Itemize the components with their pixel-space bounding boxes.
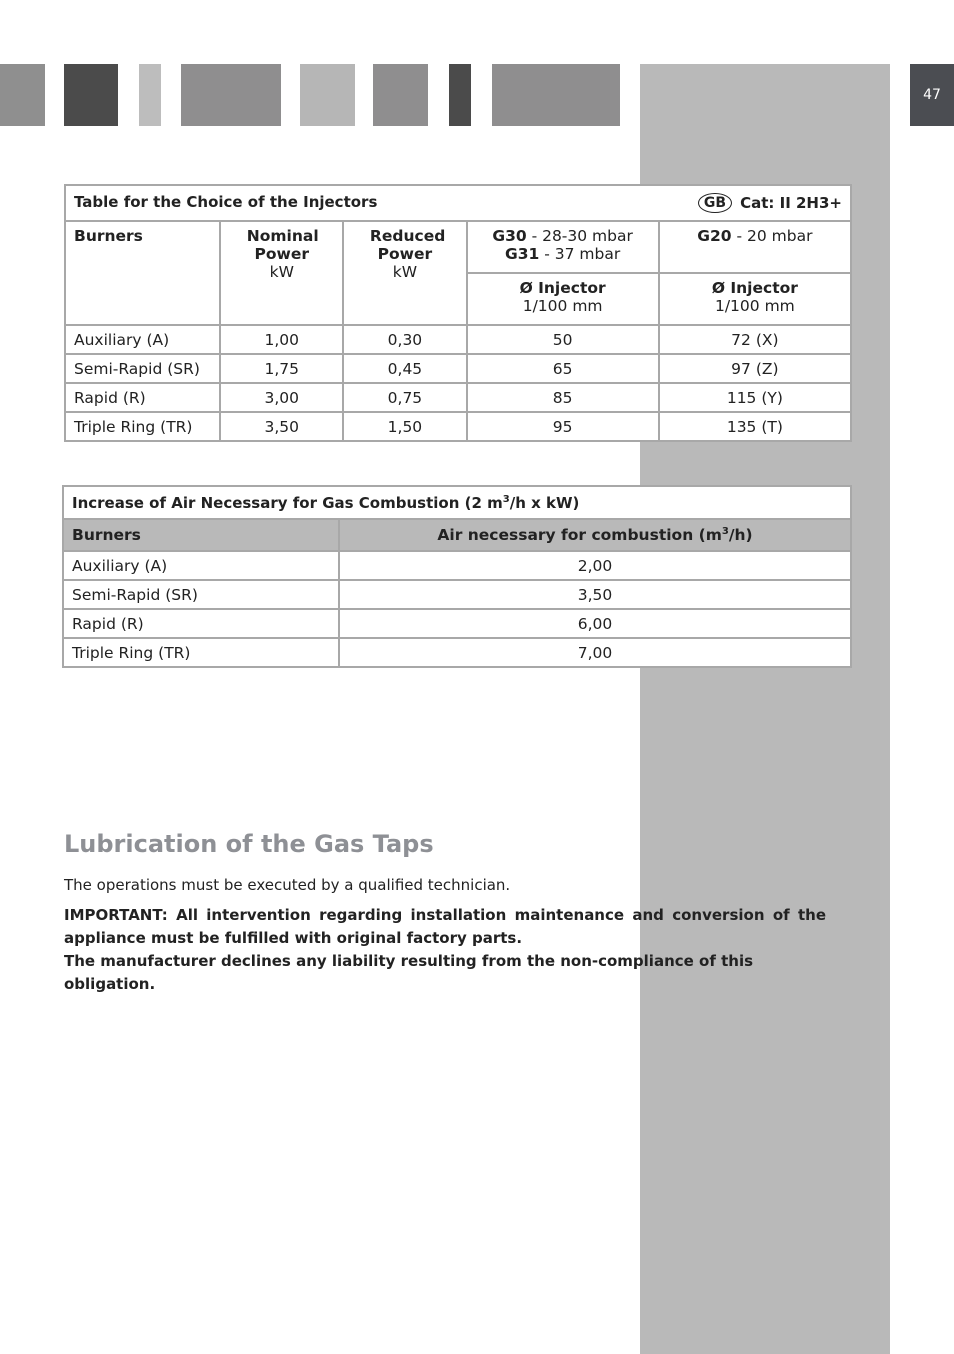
burner-cell: Auxiliary (A) — [63, 551, 339, 580]
air-table-title — [63, 486, 851, 519]
liability-notice: The manufacturer declines any liability resulting from the non-compliance of this obligation. — [64, 952, 754, 993]
g20-injector-cell: 72 (X) — [659, 325, 851, 354]
burner-cell: Triple Ring (TR) — [63, 638, 339, 667]
header-block — [373, 64, 428, 126]
page-number: 47 — [910, 64, 954, 126]
table-row — [63, 609, 851, 638]
injectors-table-title-cell — [65, 185, 851, 221]
important-notice: IMPORTANT: All intervention regarding installation maintenance and conversion of the appliance must be fulfilled with original factory parts. — [64, 906, 826, 947]
air-table — [62, 485, 852, 668]
injector-unit: 1/100 mm — [714, 297, 795, 315]
header-block — [139, 64, 161, 126]
burner-cell: Semi-Rapid (SR) — [65, 354, 220, 383]
header-burners: Burners — [65, 221, 220, 325]
header-block — [64, 64, 118, 126]
nominal-cell: 1,00 — [220, 325, 343, 354]
header-nominal-power-label: Nominal Power — [246, 227, 319, 263]
section-heading: Lubrication of the Gas Taps — [64, 830, 434, 858]
category-label — [698, 193, 842, 213]
header-block — [181, 64, 281, 126]
nominal-cell: 3,00 — [220, 383, 343, 412]
g20-injector-cell: 115 (Y) — [659, 383, 851, 412]
g30-pressure: - 28-30 mbar — [526, 227, 633, 245]
g30-injector-cell: 50 — [467, 325, 659, 354]
g31-label: G31 — [505, 245, 540, 263]
air-cell: 6,00 — [339, 609, 851, 638]
header-reduced-power-label: Reduced Power — [369, 227, 446, 263]
nominal-cell: 1,75 — [220, 354, 343, 383]
g31-pressure: - 37 mbar — [539, 245, 621, 263]
intro-text: The operations must be executed by a qualified technician. — [64, 876, 511, 894]
table-row — [65, 354, 851, 383]
reduced-cell: 0,30 — [343, 325, 466, 354]
header-nominal-power — [220, 221, 343, 325]
air-cell: 7,00 — [339, 638, 851, 667]
table-row — [63, 638, 851, 667]
header-reduced-unit: kW — [392, 263, 418, 281]
burner-cell: Triple Ring (TR) — [65, 412, 220, 441]
nominal-cell: 3,50 — [220, 412, 343, 441]
header-block — [300, 64, 355, 126]
air-header-text: Air necessary for combustion (m — [437, 526, 722, 545]
header-nominal-unit: kW — [269, 263, 294, 281]
header-g30-g31 — [467, 221, 659, 273]
table-row — [63, 551, 851, 580]
air-cell: 2,00 — [339, 551, 851, 580]
injector-label: Ø Injector — [519, 279, 606, 297]
air-cell: 3,50 — [339, 580, 851, 609]
air-header-burners: Burners — [63, 519, 339, 551]
header-block — [449, 64, 471, 126]
burner-cell: Semi-Rapid (SR) — [63, 580, 339, 609]
injectors-table-body — [65, 325, 851, 441]
g30-label: G30 — [492, 227, 527, 245]
g20-injector-cell: 97 (Z) — [659, 354, 851, 383]
reduced-cell: 0,75 — [343, 383, 466, 412]
category-value: Cat: II 2H3+ — [740, 194, 842, 212]
g30-injector-cell: 95 — [467, 412, 659, 441]
reduced-cell: 0,45 — [343, 354, 466, 383]
header-reduced-power — [343, 221, 466, 325]
burner-cell: Rapid (R) — [63, 609, 339, 638]
air-header-sup: 3 — [721, 525, 729, 537]
g30-injector-cell: 65 — [467, 354, 659, 383]
injectors-table-title: Table for the Choice of the Injectors — [74, 193, 378, 211]
header-g20 — [659, 221, 851, 273]
injector-label: Ø Injector — [711, 279, 798, 297]
gb-badge: GB — [698, 193, 732, 213]
air-title-text: Increase of Air Necessary for Gas Combustion (2 m — [72, 493, 503, 512]
table-row — [65, 383, 851, 412]
table-row — [65, 325, 851, 354]
g30-injector-cell: 85 — [467, 383, 659, 412]
g20-injector-cell: 135 (T) — [659, 412, 851, 441]
header-block — [0, 64, 45, 126]
air-header-text-end: /h) — [728, 526, 753, 545]
air-table-body — [63, 551, 851, 667]
reduced-cell: 1,50 — [343, 412, 466, 441]
table-row — [63, 580, 851, 609]
injector-unit: 1/100 mm — [522, 297, 603, 315]
table-row — [65, 412, 851, 441]
g20-pressure: - 20 mbar — [731, 227, 813, 245]
g20-label: G20 — [697, 227, 732, 245]
burner-cell: Auxiliary (A) — [65, 325, 220, 354]
burner-cell: Rapid (R) — [65, 383, 220, 412]
air-header-air — [339, 519, 851, 551]
header-g20-injector — [659, 273, 851, 325]
header-g30-injector — [467, 273, 659, 325]
air-title-sup: 3 — [502, 493, 510, 505]
injectors-table — [64, 184, 852, 442]
air-title-text-end: /h x kW) — [509, 493, 580, 512]
header-block — [492, 64, 620, 126]
